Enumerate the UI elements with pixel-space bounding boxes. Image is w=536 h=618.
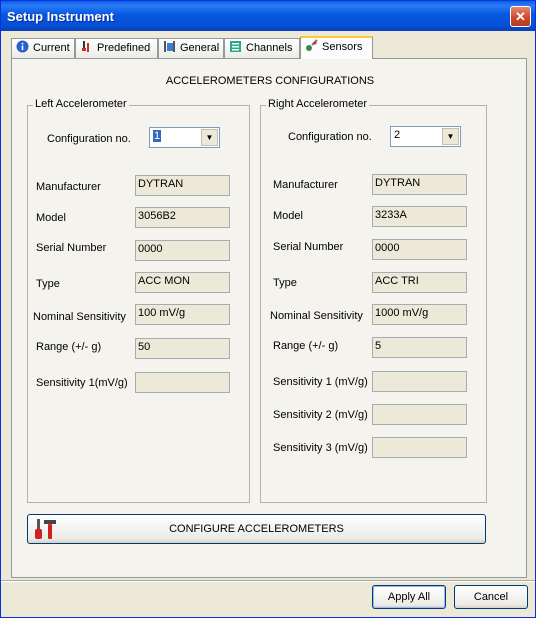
right-type-label: Type: [273, 277, 297, 289]
right-range-field: 5: [372, 337, 467, 358]
left-serial-field: 0000: [135, 240, 230, 261]
left-nominal-label: Nominal Sensitivity: [33, 311, 126, 323]
right-manufacturer-field: DYTRAN: [372, 174, 467, 195]
tab-label: Channels: [246, 42, 293, 54]
apply-all-button[interactable]: Apply All: [372, 585, 446, 609]
tab-label: Current: [33, 42, 70, 54]
right-type-field: ACC TRI: [372, 272, 467, 293]
tab-predefined[interactable]: [75, 38, 158, 58]
tab-label: Predefined: [97, 42, 151, 54]
left-model-field: 3056B2: [135, 207, 230, 228]
window-title: Setup Instrument: [7, 9, 114, 24]
left-config-label: Configuration no.: [47, 133, 131, 145]
page-heading: ACCELEROMETERS CONFIGURATIONS: [165, 75, 375, 87]
left-model-label: Model: [36, 212, 66, 224]
right-config-label: Configuration no.: [288, 131, 372, 143]
tab-current[interactable]: [11, 38, 75, 58]
right-sensitivity1-field: [372, 371, 467, 392]
configure-accelerometers-button[interactable]: [27, 514, 486, 544]
left-nominal-field: 100 mV/g: [135, 304, 230, 325]
right-sensitivity3-label: Sensitivity 3 (mV/g): [273, 442, 368, 454]
left-manufacturer-label: Manufacturer: [36, 181, 101, 193]
sensors-tab-panel: [11, 58, 527, 578]
right-range-label: Range (+/- g): [273, 340, 339, 352]
right-serial-field: 0000: [372, 239, 467, 260]
close-icon: ✕: [515, 9, 526, 24]
right-sensitivity2-field: [372, 404, 467, 425]
left-serial-label: Serial Number: [36, 242, 107, 254]
chevron-down-icon[interactable]: ▼: [201, 129, 218, 146]
chevron-down-icon[interactable]: ▼: [442, 128, 459, 145]
right-sensitivity3-field: [372, 437, 467, 458]
probe-icon: [80, 40, 93, 53]
general-icon: [163, 40, 176, 53]
right-config-select[interactable]: [390, 126, 461, 147]
left-sensitivity1-field: [135, 372, 230, 393]
footer-divider: [1, 580, 535, 582]
tab-general[interactable]: [158, 38, 224, 58]
left-manufacturer-field: DYTRAN: [135, 175, 230, 196]
right-model-label: Model: [273, 210, 303, 222]
right-group-title: Right Accelerometer: [268, 98, 368, 110]
cancel-button[interactable]: Cancel: [454, 585, 528, 609]
channels-icon: [229, 40, 242, 53]
right-serial-label: Serial Number: [273, 241, 344, 253]
right-nominal-label: Nominal Sensitivity: [270, 310, 363, 322]
right-model-field: 3233A: [372, 206, 467, 227]
tab-label: Sensors: [322, 41, 363, 53]
left-range-label: Range (+/- g): [36, 341, 102, 353]
tab-channels[interactable]: [224, 38, 300, 58]
tab-label: General: [180, 42, 220, 54]
info-icon: [16, 40, 29, 53]
left-accelerometer-group: [27, 98, 250, 503]
left-config-select[interactable]: [149, 127, 220, 148]
configure-accelerometers-label: CONFIGURE ACCELEROMETERS: [169, 523, 344, 535]
right-sensitivity1-label: Sensitivity 1 (mV/g): [273, 376, 368, 388]
right-accelerometer-group: [260, 98, 487, 503]
right-nominal-field: 1000 mV/g: [372, 304, 467, 325]
left-sensitivity1-label: Sensitivity 1(mV/g): [36, 377, 128, 389]
title-bar[interactable]: [1, 1, 535, 31]
tab-sensors[interactable]: [300, 36, 373, 59]
sensor-icon: [305, 39, 318, 52]
left-type-field: ACC MON: [135, 272, 230, 293]
left-type-label: Type: [36, 278, 60, 290]
right-config-value: 2: [394, 129, 401, 141]
right-sensitivity2-label: Sensitivity 2 (mV/g): [273, 409, 368, 421]
close-button[interactable]: [510, 6, 531, 27]
right-manufacturer-label: Manufacturer: [273, 179, 338, 191]
left-group-title: Left Accelerometer: [35, 98, 127, 110]
left-range-field: 50: [135, 338, 230, 359]
left-config-value: 1: [154, 130, 161, 142]
